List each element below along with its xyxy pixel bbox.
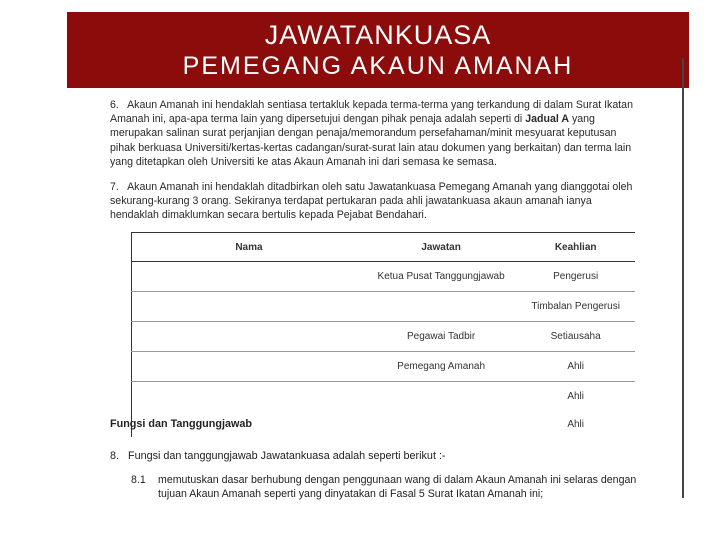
- cell-jawatan: Ketua Pusat Tanggungjawab: [366, 262, 516, 292]
- paragraph-8-1-text: memutuskan dasar berhubung dengan penggunaan wang di dalam Akaun Amanah ini selaras dengan tujuan Akaun Amanah seperti yang dinyatakan di Fasal 5 Surat Ikatan Amanah ini;: [158, 474, 637, 500]
- cell-nama: [132, 382, 366, 412]
- header-jawatan: Jawatan: [366, 233, 516, 262]
- paragraph-7: [110, 180, 638, 223]
- paragraph-8-1: [131, 473, 641, 501]
- cell-nama: [132, 322, 366, 352]
- header-nama: Nama: [132, 233, 366, 262]
- section-heading: Fungsi dan Tanggungjawab: [110, 418, 252, 430]
- vertical-divider: [682, 58, 684, 498]
- title-line-2: PEMEGANG AKAUN AMANAH: [182, 52, 574, 80]
- cell-keahlian: Ahli: [516, 352, 635, 382]
- paragraph-6: [110, 98, 638, 169]
- cell-keahlian: Ahli: [567, 418, 584, 430]
- cell-nama: [132, 292, 366, 322]
- cell-jawatan: Pegawai Tadbir: [366, 322, 516, 352]
- cell-jawatan: [366, 292, 516, 322]
- paragraph-6-text-b: yang merupakan salinan surat perjanjian dengan penaja/memorandum persefahaman/minit mesyuarat keputusan pihak berkuasa Universiti/kertas-kertas cadangan/surat-surat lain atau dokumen yang berkaitan) dan terma lain yang ditetapkan oleh Universiti ke atas Akaun Amanah ini dari semasa ke semasa.: [110, 113, 632, 168]
- cell-nama: [132, 352, 366, 382]
- title-banner: [67, 12, 689, 88]
- cell-nama: [132, 262, 366, 292]
- cell-keahlian: Ahli: [567, 391, 584, 402]
- table-row: [132, 322, 636, 352]
- paragraph-7-text: Akaun Amanah ini hendaklah ditadbirkan oleh satu Jawatankuasa Pemegang Amanah yang dianggotai oleh sekurang-kurang 3 orang. Sekiranya terdapat pertukaran pada ahli jawatankuasa akaun amanah ianya hendaklah dimaklumkan secara bertulis kepada Pejabat Bendahari.: [110, 181, 633, 222]
- table-row: [132, 292, 636, 322]
- cell-jawatan: [366, 382, 516, 412]
- header-keahlian: Keahlian: [516, 233, 635, 262]
- cell-jawatan: Pemegang Amanah: [366, 352, 516, 382]
- cell-keahlian: Pengerusi: [516, 262, 635, 292]
- paragraph-7-number: 7.: [110, 181, 119, 193]
- cell-jawatan: [366, 411, 516, 437]
- paragraph-8-number: 8.: [110, 450, 120, 462]
- paragraph-6-number: 6.: [110, 99, 119, 111]
- paragraph-8-1-number: 8.1: [131, 474, 146, 486]
- cell-keahlian: Setiausaha: [516, 322, 635, 352]
- table-header-row: [132, 233, 636, 262]
- table-row: [132, 382, 636, 412]
- title-line-1: JAWATANKUASA: [264, 20, 492, 50]
- paragraph-8-text: Fungsi dan tanggungjawab Jawatankuasa adalah seperti berikut :-: [128, 450, 446, 462]
- cell-keahlian: Timbalan Pengerusi: [516, 292, 635, 322]
- paragraph-6-text-a: Akaun Amanah ini hendaklah sentiasa tertakluk kepada terma-terma yang terkandung di dalam Surat Ikatan Amanah ini, apa-apa terma lain yang dipersetujui dengan pihak penaja adalah seperti di: [110, 99, 633, 126]
- committee-table: [131, 232, 635, 437]
- paragraph-6-bold: Jadual A: [525, 113, 569, 126]
- table-row: [132, 352, 636, 382]
- table-row: [132, 262, 636, 292]
- paragraph-8: [110, 450, 446, 462]
